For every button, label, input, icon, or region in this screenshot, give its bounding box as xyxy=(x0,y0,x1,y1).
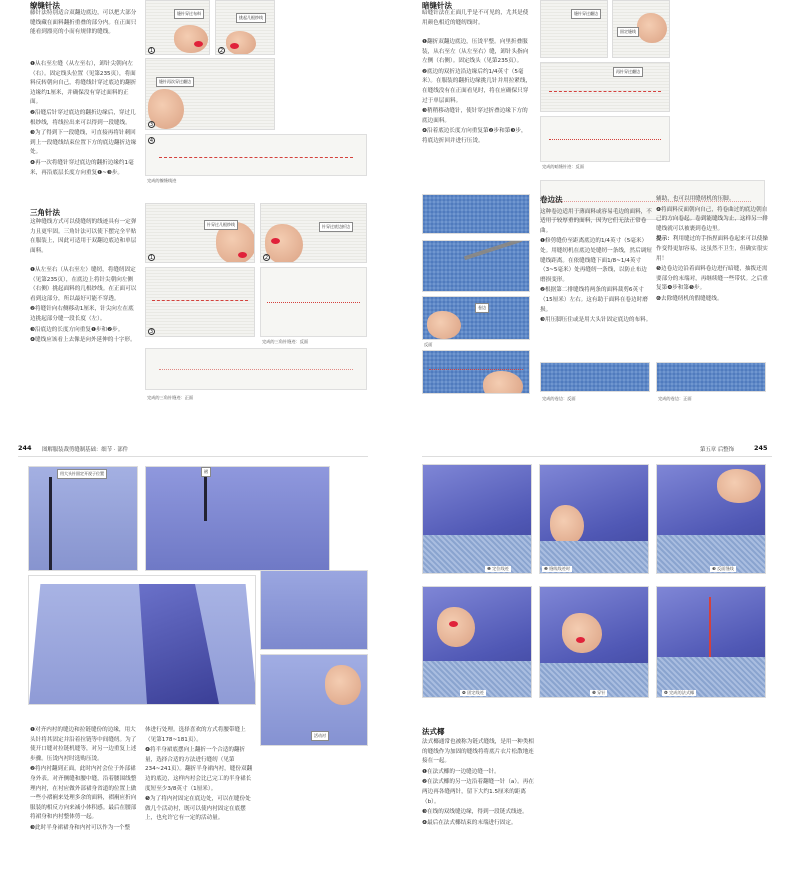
tr-side-text: 辅助，也可以用缝纫机的压脚。 xyxy=(656,196,735,202)
tr-step-2: ❷底边的双折边沿边缘后约1/4英寸（5毫米）。在服装的翻折边缘挑几针并用拉紧线，在缝线没有在正面看见时，将在应确保只穿过于单层面料。 xyxy=(422,68,532,104)
br-step-2: ❷在法式椰的另一边沿着翻缝一针（a）。再在两边再各缝两针，留下大约1.5厘米的距离（b）。 xyxy=(422,779,534,805)
page-number-right: 245 xyxy=(754,444,768,452)
callout-roll: 卷边 xyxy=(475,303,489,313)
step-marker: 3 xyxy=(149,329,154,335)
photo-catchstitch-1 xyxy=(145,203,255,263)
tr-rolled-step-6: ❻去除缝纫机的假缝缝线。 xyxy=(656,295,723,302)
photo-rolled-2 xyxy=(422,240,530,292)
tip-label: 提示： xyxy=(656,236,673,243)
photo-french-tack-4 xyxy=(422,586,532,698)
hand-image xyxy=(550,505,584,545)
tr-rolled-step-3: ❸用压脚压住或是用大头针固定底边的布料。 xyxy=(540,317,652,324)
caption-tack-2: ❷ 缝线线迹时 xyxy=(544,566,571,571)
tl-catch-intro-text: 这种缝线方式可以使缝纫的线迹具有一定弹力且更牢固。三角针法可以使下摆完全平贴在服装上，因此可适用于双翻边底边和单层面料。 xyxy=(30,219,137,254)
strip-slipstitch-finished xyxy=(145,134,367,176)
tl-step-1: ❶从右至左缝（从左至右），卸针尖朝向左（右）。固定线头位置（见第235页），将面料反转朝向自己，将缝线针穿过底边的翻折边缘约1厘米，并确保没有穿过面料的正面。 xyxy=(30,61,137,106)
bl-text-col1 xyxy=(30,726,138,835)
bl-step-4: ❹将半身裙底摆向上翻折一个合适的翻折量，选择合适的方法进行缝纫（见第234~241页）。翻折半身裙内衬，缝份双翻边的底边，这样内衬会比已完工的半身裙长度短至少3/8英寸（1厘米）。 xyxy=(145,747,253,792)
br-step-3: ❸在线的双线缝边缘，得到一段链式线迹。 xyxy=(422,809,528,816)
section-title-french-tack: 法式椰 xyxy=(422,727,445,736)
tl-intro-text: 藤针法特别适合双翻边底边，可以把大部分缝线藏在面料翻折重叠的部分内。在正面只能看到漂亮的小而有规律的缝线。 xyxy=(30,10,137,36)
tr-step-3: ❸稍稍移动缝针，使针穿过折叠边缘下方的底边面料。 xyxy=(422,108,528,124)
br-step-1: ❶在法式椰的一边缝边缝一针。 xyxy=(422,768,500,775)
tr-steps xyxy=(422,38,532,148)
scissors-icon xyxy=(464,240,522,260)
tr-rolled-text-2 xyxy=(656,195,768,306)
tr-rolled-text xyxy=(540,195,652,327)
tl-catch-step-1: ❶从左至右（从右至左）缝纫，将缝纫固定（见第235页），在底边上将针尖朝向左侧（右侧）挑起面料的几根纱线。在正面可以看到这部分，所以最好可能不穿透。 xyxy=(30,267,137,302)
photo-french-tack-5 xyxy=(539,586,649,698)
callout-swing-tack: 活动衬 xyxy=(311,731,329,741)
header-rule xyxy=(422,456,772,457)
nail-image xyxy=(271,238,280,244)
tl-catch-intro xyxy=(30,218,138,257)
callout-blind-3: 再针穿过翻边 xyxy=(613,67,643,77)
hand-image xyxy=(483,371,523,394)
bl-text-col2 xyxy=(145,726,255,825)
page-bottom-left xyxy=(0,440,395,896)
photo-skirt-zipper xyxy=(28,466,138,571)
tl-step-3: ❸为了得到下一段缝线，可直接再将针刺回到上一段缝线结束位置下方的底边翻折边缘处。 xyxy=(30,130,137,156)
photo-slipstitch-2 xyxy=(215,0,275,55)
caption-blind-back: 完成的暗缝针迹：反面 xyxy=(542,164,584,169)
step-marker: 2 xyxy=(264,255,269,261)
nail-image xyxy=(194,41,203,47)
photo-skirt-lining xyxy=(28,575,256,705)
photo-french-tack-3 xyxy=(656,464,766,574)
photo-slipstitch-1 xyxy=(145,0,210,55)
photo-rolled-3 xyxy=(422,296,530,340)
page-header-right: 第五章 后整饰 xyxy=(700,447,735,453)
step-marker: 1 xyxy=(149,48,154,54)
stitch-line xyxy=(267,302,359,303)
tr-rolled-step-2: ❷根据第二排缝线将两条的面料裁剪6英寸（15厘米）左右。这有助于面料在卷边时磨损。 xyxy=(540,287,648,313)
hand-image xyxy=(437,607,475,647)
caption-tack-6: ❻ 完成的法式椰 xyxy=(664,690,695,695)
step-marker: 3 xyxy=(149,122,154,128)
photo-blind-2 xyxy=(612,0,670,58)
stitch-line xyxy=(159,157,353,158)
photo-catchstitch-4 xyxy=(260,267,367,337)
stitch-line xyxy=(549,139,662,140)
tr-intro-text: 暗缝针法在正面几乎是不可见的，尤其是使用颜色相近的缝纫线时。 xyxy=(422,10,529,26)
nail-image xyxy=(230,43,239,49)
caption-catch-back: 完成的三角针缝迹：反面 xyxy=(262,339,309,344)
tr-step-1: ❶翻折双翻边底边，压烫平整。向里折叠服装，从右至左（从左至右）缝，卸针头指向左侧（右侧）。固定线头（见第235页）。 xyxy=(422,39,529,65)
br-intro: 法式椰通常也被称为链式缝线，是用一种类相的缝线作为加固的缝线将将底片衣片松散地连接在一起。 xyxy=(422,739,534,765)
stitch-line xyxy=(159,369,353,370)
nail-image xyxy=(449,621,458,627)
photo-skirt-back xyxy=(145,466,330,571)
strip-rolled-back xyxy=(540,362,650,392)
stitch-line xyxy=(429,369,522,370)
photo-blind-3 xyxy=(540,62,670,112)
photo-french-tack-1 xyxy=(422,464,532,574)
callout-pleat: 褶 xyxy=(201,467,211,477)
tl-intro xyxy=(30,9,138,39)
tr-rolled-intro: 这种卷边适用于薄面料或容易毛边的面料，不适用于较厚重的面料，因为它们无法正常卷曲。 xyxy=(540,208,652,234)
photo-blind-4 xyxy=(540,116,670,162)
stitch-line xyxy=(152,300,247,301)
tr-step-4: ❹沿着底边长度方向重复第❷步和第❸步，将底边折回并进行压烫。 xyxy=(422,128,527,144)
fabric-image xyxy=(423,535,532,574)
callout-threads: 挑起几根纱线 xyxy=(236,13,266,23)
page-header-left: 图解服装裁剪缝制基础：细节 · 部件 xyxy=(42,447,129,453)
photo-rolled-4 xyxy=(422,350,530,394)
page-number-left: 244 xyxy=(18,444,32,452)
rolled-heading: 卷边法 xyxy=(540,195,563,204)
hand-image xyxy=(174,25,208,53)
photo-hem-2 xyxy=(260,654,368,746)
caption-tack-1: ❶ 定位线迹 xyxy=(487,566,509,571)
section-title-blind: 暗缝针法 xyxy=(422,1,452,10)
strip-rolled-front xyxy=(656,362,766,392)
caption-rolled-back: 完成的卷边：反面 xyxy=(542,396,576,401)
stitch-line xyxy=(549,91,662,92)
nail-image xyxy=(576,637,585,643)
tl-steps xyxy=(30,60,138,179)
tr-rolled-step-5: ❺边卷边边沿着面料卷边进行暗缝，抽拨还需要部分的末端对，再继续缝一些带状。之后重复第❹步和第❺步。 xyxy=(656,266,768,292)
photo-catchstitch-2 xyxy=(260,203,367,263)
bl-step-2: ❷将内衬翻到正面，此时内衬会位于外部裙身外表。对齐侧缝和腰中缝，沿着腰围线整理内衬，在衬应做外部裙身省道的位置上做一些小褶裥来处理多余的面料，褶裥应折向服装的相反方向来减小体积感。最后在腰部将裙身和内衬整体剪一起。 xyxy=(30,766,137,821)
tl-step-4: ❹再一次将缝针穿过底边的翻折边缘约1毫米，再沿底层长度方向重复❶~❸步。 xyxy=(30,159,134,176)
step-marker: 1 xyxy=(149,255,154,261)
hand-image xyxy=(562,613,602,653)
callout-pin: 用大头针固定开衩子位置 xyxy=(57,469,107,479)
step-marker: 4 xyxy=(149,138,154,144)
callout-catch-a: 针穿过几根纱线 xyxy=(204,220,238,230)
photo-french-tack-6 xyxy=(656,586,766,698)
tr-rolled-step-1: ❶修剪缝份至距离底边的1/4英寸（5毫米）处。用缝纫机在底边处缝纫一条线，然后调短缝线距离。在依缝线缝下面1/8~1/4英寸（3~5毫米）处再缝纫一条线，以防止布边磨损变形。 xyxy=(540,238,652,283)
page-bottom-right xyxy=(400,440,790,896)
nail-image xyxy=(238,252,247,258)
hand-image xyxy=(427,311,461,339)
caption-tack-3: ❸ 反面缝线 xyxy=(712,566,734,571)
tr-intro xyxy=(422,9,532,29)
tl-catch-step-2: ❷将缝针向右侧移动1厘米，针尖向左在底边挑起部分缝一段长度（左）。 xyxy=(30,306,134,322)
caption-catch-front: 完成的三角针缝迹：正面 xyxy=(147,395,194,400)
step-marker: 2 xyxy=(219,48,224,54)
bl-step-3: ❸此时半身裙裙身和内衬可以作为一个整 xyxy=(30,824,131,831)
header-rule xyxy=(18,456,368,457)
zipper-image xyxy=(204,471,207,521)
caption-tack-5: ❺ 穿针 xyxy=(592,690,606,695)
caption-strip: 完成的缭缝线迹 xyxy=(147,178,177,183)
br-step-4: ❹最后在法式椰结束的末端进行固定。 xyxy=(422,819,517,826)
callout-rethread: 缝针再次穿过翻边 xyxy=(156,77,194,87)
photo-french-tack-2 xyxy=(539,464,649,574)
tl-catch-step-3: ❸沿底边的长度方向重复❶步和❷步。 xyxy=(30,326,124,333)
bl-step-5: ❺为了将内衬固定在底边处，可以在缝份处做几个活动衬，既可以使内衬固定在底摆上，也允许它有一定的活动量。 xyxy=(145,796,251,822)
strip-catch-front xyxy=(145,348,367,390)
br-text xyxy=(422,738,534,829)
bl-step-3b: 体进行处理。选择喜欢的方式将腰带缝上（见第178~181页）。 xyxy=(145,727,246,743)
callout-needle: 缝针穿过布料 xyxy=(174,9,204,19)
hand-image xyxy=(325,665,361,705)
photo-rolled-1 xyxy=(422,194,530,234)
tl-step-2: ❷沿缝后针穿过底边的翻折边缘后，穿过几根纱线，将线拉出来可以得到一段缝线。 xyxy=(30,109,136,126)
caption-rolled-front: 完成的卷边：正面 xyxy=(658,396,692,401)
hand-image xyxy=(717,469,761,503)
photo-slipstitch-3 xyxy=(145,58,275,130)
photo-catchstitch-3 xyxy=(145,267,255,337)
tr-rolled-step-4: ❹将面料反面朝向自己，将卷曲过的底边朝自己的方向卷起。卷到能缝线为止，这样另一排缝线就可以被裹到卷边里。 xyxy=(656,206,768,232)
zipper-image xyxy=(49,477,52,571)
bl-step-1: ❶对齐内衬的缝边和拉链缝份的边缘，用大头针将其固定并沿着拉链等中间缝纫。为了使开口缝对拉链机缝等，对另一边重复上述步骤。压烫内衬时选购压烫。 xyxy=(30,727,137,762)
page-top-right xyxy=(400,0,790,420)
section-title-catchstitch: 三角针法 xyxy=(30,208,60,217)
hand-image xyxy=(637,13,667,43)
section-title-tl: 缭缝针法 xyxy=(30,1,60,10)
tl-catch-steps xyxy=(30,266,138,347)
photo-hem-1 xyxy=(260,570,368,650)
hand-image xyxy=(265,224,303,263)
tip-text: 利用缝过的手指捏面料卷起来可以使操作变得更加容易，这虽然不卫生，但确实很实用！ xyxy=(656,236,768,262)
callout-blind-1: 缝针穿过翻边 xyxy=(571,9,601,19)
callout-catch-b: 针穿过底边折边 xyxy=(319,222,353,232)
caption-tack-4: ❹ 固定线迹 xyxy=(462,690,484,695)
tl-catch-step-4: ❹缝线应该看上去像是向外延伸的十字形。 xyxy=(30,337,136,344)
page-top-left xyxy=(0,0,395,420)
tack-thread xyxy=(709,597,711,657)
callout-blind-2: 固定缝线 xyxy=(617,27,639,37)
caption-roll-back: 反面 xyxy=(424,342,433,347)
photo-blind-1 xyxy=(540,0,608,58)
